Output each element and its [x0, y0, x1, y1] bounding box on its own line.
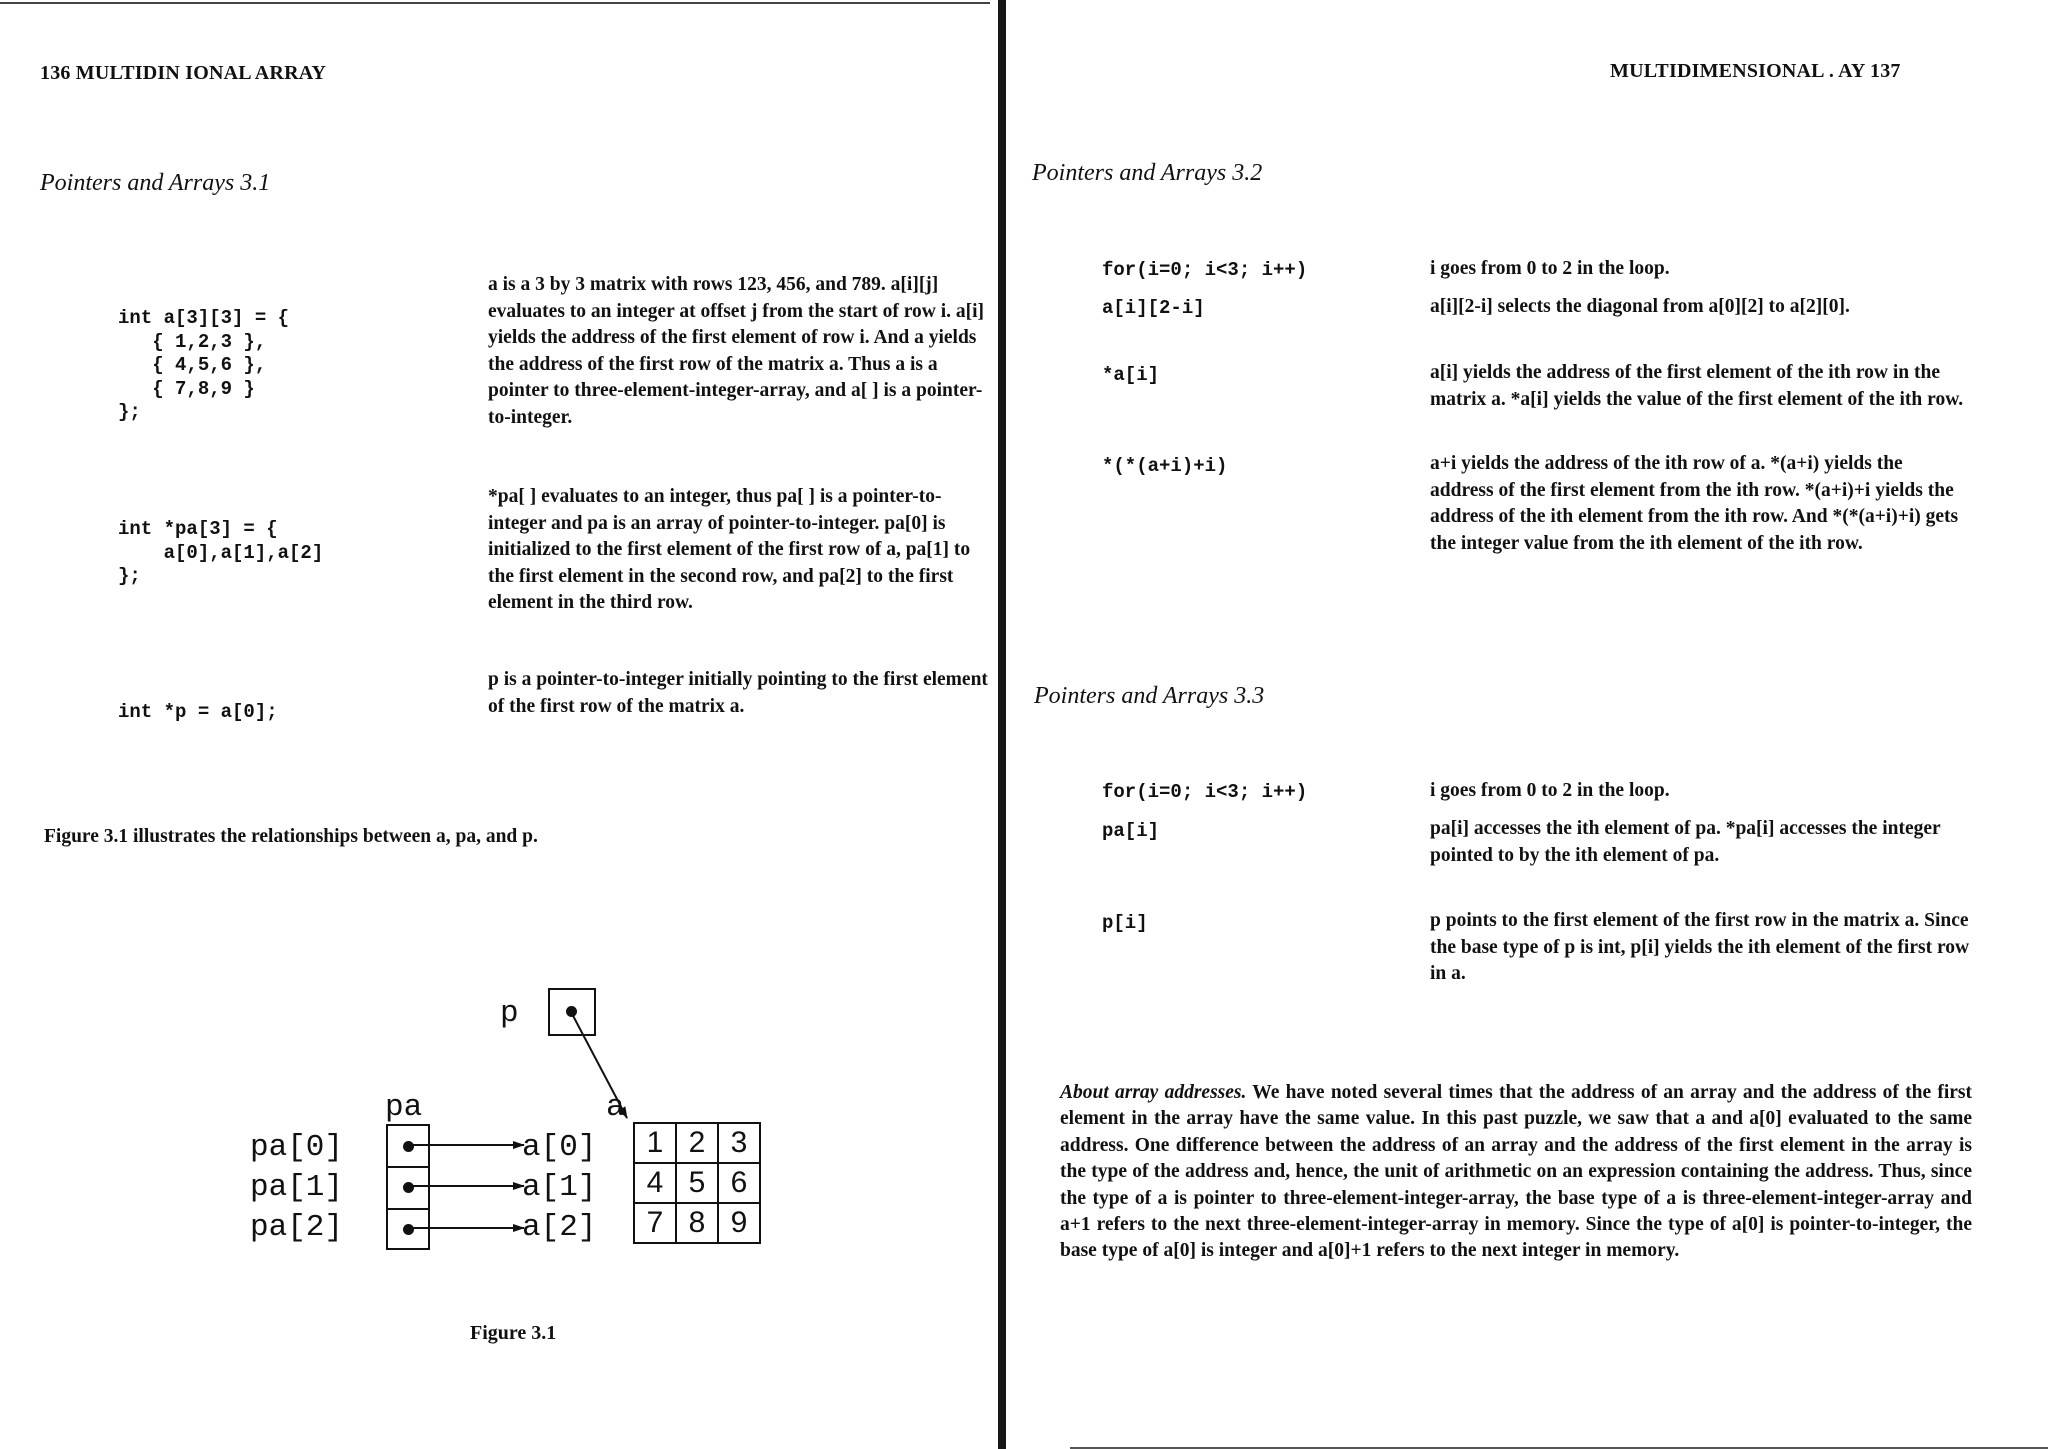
note-deref-row: a[i] yields the address of the first element of the ith row in the matrix a. *a[i] yields the value of the first element of the ith row. — [1430, 362, 1964, 410]
matrix-cell: 4 — [633, 1162, 677, 1204]
left-running-head: 136 MULTIDIN IONAL ARRAY — [40, 62, 327, 84]
a0-label: a[0] — [522, 1130, 597, 1165]
matrix-cell: 9 — [717, 1202, 761, 1244]
note-diagonal: a[i][2-i] selects the diagonal from a[0][2] to a[2][0]. — [1430, 296, 1850, 317]
puzzle-title-3-1: Pointers and Arrays 3.1 — [40, 170, 271, 196]
matrix-cell: 3 — [717, 1122, 761, 1164]
code-loop-3-2: for(i=0; i<3; i++) — [1102, 259, 1308, 281]
left-page — [0, 0, 995, 1449]
about-text: We have noted several times that the address of an array and the address of the first element in the array have the same value. In this past puzzle, we saw that a and a[0] evaluated to the same address. One difference between the address of an array and the address of the first element in the array is the type of the address and, hence, the unit of arithmetic on an expression containing the address. Thus, since the type of a is pointer to three-element-integer-array, the base type of a is three-element-integer-array and a+1 refers to the next three-element-integer-array in memory. Since the type of a[0] is pointer-to-integer, the base type of a[0] is integer and a[0]+1 refers to the next integer in memory. — [1060, 1082, 1972, 1262]
note-loop-3-3: i goes from 0 to 2 in the loop. — [1430, 780, 1670, 801]
pa0-label: pa[0] — [250, 1130, 344, 1165]
matrix-cell: 5 — [675, 1162, 719, 1204]
code-deref-row: *a[i] — [1102, 364, 1160, 386]
figure-intro: Figure 3.1 illustrates the relationships between a, pa, and p. — [44, 826, 538, 847]
matrix-cell: 1 — [633, 1122, 677, 1164]
code-p-index: p[i] — [1102, 912, 1148, 934]
a-label: a — [606, 1090, 625, 1125]
figure-caption: Figure 3.1 — [470, 1322, 557, 1344]
code-loop-3-3: for(i=0; i<3; i++) — [1102, 781, 1308, 803]
matrix-cell: 7 — [633, 1202, 677, 1244]
about-lead: About array addresses. — [1060, 1082, 1247, 1103]
matrix-cell: 6 — [717, 1162, 761, 1204]
note-loop-3-2: i goes from 0 to 2 in the loop. — [1430, 258, 1670, 279]
a2-label: a[2] — [522, 1210, 597, 1245]
puzzle-title-3-3: Pointers and Arrays 3.3 — [1034, 683, 1265, 709]
right-page — [1010, 0, 2048, 1449]
a1-label: a[1] — [522, 1170, 597, 1205]
matrix-cell: 2 — [675, 1122, 719, 1164]
code-p-declaration: int *p = a[0]; — [118, 701, 278, 723]
pa-label: pa — [385, 1090, 423, 1125]
p-label: p — [500, 996, 519, 1031]
about-array-addresses-paragraph — [1060, 1080, 1972, 1265]
note-matrix-declaration: a is a 3 by 3 matrix with rows 123, 456, and 789. a[i][j] evaluates to an integer at offset j from the start of row i. a[i] yields the address of the first element of row i. And a yields the address of the first row of the matrix a. Thus a is a pointer to three-element-integer-array, and a[ ] is a pointer-to-integer. — [488, 274, 985, 428]
matrix-cell: 8 — [675, 1202, 719, 1244]
pa1-label: pa[1] — [250, 1170, 344, 1205]
book-spine — [998, 0, 1006, 1449]
code-diagonal: a[i][2-i] — [1102, 297, 1205, 319]
note-p-index: p points to the first element of the first row in the matrix a. Since the base type of p is int, p[i] yields the ith element of the first row in a. — [1430, 910, 1970, 984]
puzzle-title-3-2: Pointers and Arrays 3.2 — [1032, 160, 1263, 186]
note-double-deref: a+i yields the address of the ith row of a. *(a+i) yields the address of the first element from the ith row. *(a+i)+i yields the address of the ith element from the ith row. And *(*(a+i)+i) gets the integer value from the ith element of the ith row. — [1430, 453, 1959, 554]
note-pa-index: pa[i] accesses the ith element of pa. *pa[i] accesses the integer pointed to by the ith element of pa. — [1430, 818, 1941, 866]
code-matrix-declaration: int a[3][3] = { { 1,2,3 }, { 4,5,6 }, { 7,8,9 } }; — [118, 307, 290, 423]
pa2-label: pa[2] — [250, 1210, 344, 1245]
code-pa-declaration: int *pa[3] = { a[0],a[1],a[2] }; — [118, 518, 324, 587]
figure-arrows — [0, 0, 995, 1449]
p-arrow — [570, 1010, 627, 1118]
code-double-deref: *(*(a+i)+i) — [1102, 455, 1228, 477]
code-pa-index: pa[i] — [1102, 820, 1160, 842]
note-pa-declaration: *pa[ ] evaluates to an integer, thus pa[ ] is a pointer-to-integer and pa is an array of pointer-to-integer. pa[0] is initialized to the first element of the first row of a, pa[1] to the first element in the second row, and pa[2] to the first element in the third row. — [488, 486, 971, 613]
right-running-head: MULTIDIMENSIONAL . AY 137 — [1610, 60, 1901, 82]
note-p-declaration: p is a pointer-to-integer initially pointing to the first element of the first row of the matrix a. — [488, 669, 988, 717]
